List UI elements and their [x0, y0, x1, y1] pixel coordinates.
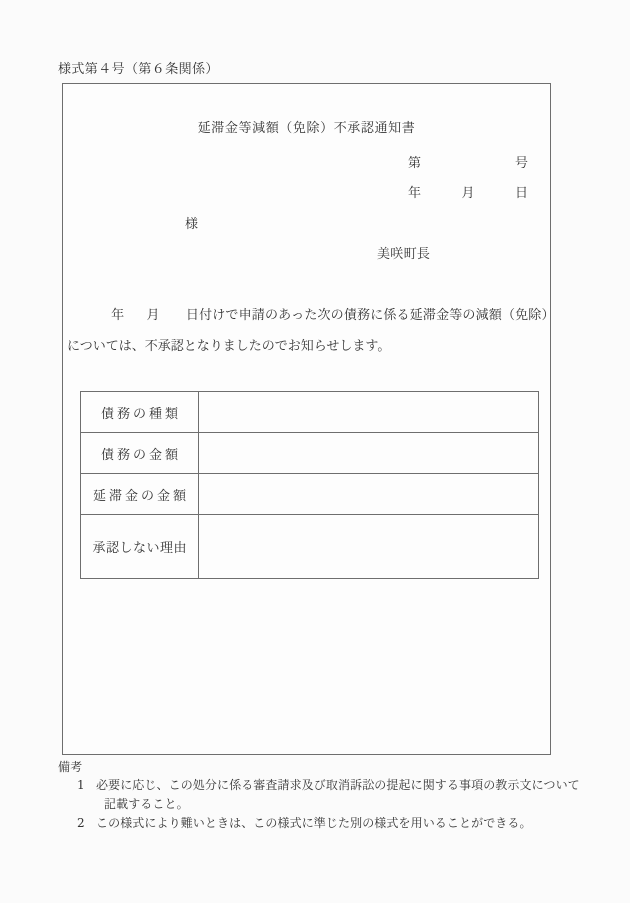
row-label-rejection-reason: 承認しない理由 — [81, 515, 199, 579]
footnote-text: 必要に応じ、この処分に係る審査請求及び取消訴訟の提起に関する事項の教示文について記載すること。 — [96, 778, 580, 811]
table-row — [81, 474, 539, 515]
application-date-year: 年 — [111, 308, 125, 323]
row-value-rejection-reason[interactable] — [199, 515, 539, 579]
row-value-late-fee-amount[interactable] — [199, 474, 539, 515]
form-frame — [62, 83, 551, 755]
row-label-debt-type: 債務の種類 — [81, 392, 199, 433]
document-title: 延滞金等減額（免除）不承認通知書 — [197, 121, 416, 136]
footnote-item-2 — [58, 814, 588, 833]
reference-number-suffix: 号 — [514, 156, 528, 171]
body-line-2: いては、不承認となりましたのでお知らせします。 — [92, 339, 391, 354]
footnote-item-1 — [58, 776, 588, 814]
footnotes-section — [58, 758, 588, 833]
row-value-debt-amount[interactable] — [199, 433, 539, 474]
footnote-text: この様式により難いときは、この様式に準じた別の様式を用いることができる。 — [96, 816, 532, 830]
issue-date-line — [408, 184, 528, 204]
issuer-name: 美咲町長 — [377, 247, 431, 262]
row-value-debt-type[interactable] — [199, 392, 539, 433]
row-label-late-fee-amount: 延滞金の金額 — [81, 474, 199, 515]
addressee-honorific: 様 — [185, 217, 199, 232]
table-row — [81, 433, 539, 474]
footnote-number: 2 — [77, 816, 85, 830]
table-row — [81, 515, 539, 579]
reference-number-prefix: 第 — [408, 156, 422, 171]
application-date-month: 月 — [146, 308, 160, 323]
debt-details-table — [80, 391, 539, 579]
row-label-debt-amount: 債務の金額 — [81, 433, 199, 474]
table-row — [81, 392, 539, 433]
body-paragraph — [67, 300, 548, 362]
issue-date-day: 日 — [514, 186, 528, 201]
issue-date-year: 年 — [408, 186, 422, 201]
issue-date-month: 月 — [461, 186, 475, 201]
reference-number-line — [408, 154, 528, 174]
footnote-number: 1 — [77, 778, 85, 792]
body-line-1: 日付けで申請のあった次の債務に係る延滞金等の減額（免除）につ — [67, 308, 548, 354]
form-number-heading: 様式第４号（第６条関係） — [58, 62, 219, 77]
footnotes-heading: 備考 — [58, 760, 83, 774]
